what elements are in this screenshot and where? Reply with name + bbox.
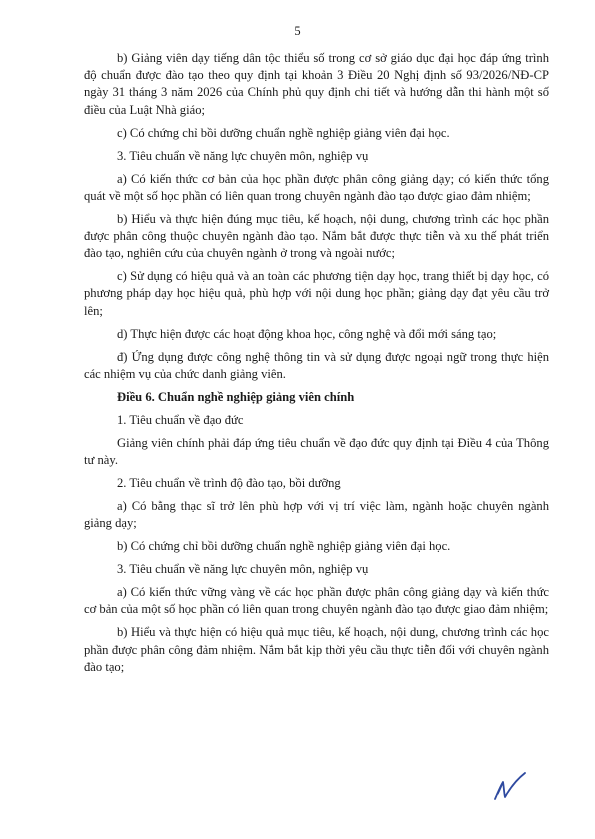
paragraph: a) Có bằng thạc sĩ trở lên phù hợp với vị trí việc làm, ngành hoặc chuyên ngành giảng dạy; <box>84 499 549 531</box>
paragraph: b) Hiểu và thực hiện đúng mục tiêu, kế hoạch, nội dung, chương trình các học phần được phân công thuộc chuyên ngành đào tạo. Nắm bắt được thực tiễn và xu thế phát triển đào tạo, nghiên cứu của chuyên ngành ở trong và ngoài nước; <box>84 211 549 261</box>
paragraph: b) Hiểu và thực hiện có hiệu quả mục tiêu, kế hoạch, nội dung, chương trình các học phần được phân công đảm nhiệm. Nắm bắt kịp thời yêu cầu thực tiễn đối với chuyên ngành đào tạo; <box>84 625 549 674</box>
paragraph: Giảng viên chính phải đáp ứng tiêu chuẩn về đạo đức quy định tại Điều 4 của Thông tư này. <box>84 435 549 468</box>
paragraph: c) Có chứng chỉ bồi dưỡng chuẩn nghề nghiệp giảng viên đại học. <box>117 125 450 140</box>
paragraph: 1. Tiêu chuẩn về đạo đức <box>117 412 244 427</box>
paragraph: 3. Tiêu chuẩn về năng lực chuyên môn, nghiệp vụ <box>117 148 369 163</box>
paragraph: 2. Tiêu chuẩn về trình độ đào tạo, bồi dưỡng <box>117 476 341 491</box>
article-heading: Điều 6. Chuẩn nghề nghiệp giảng viên chính <box>117 389 355 404</box>
paragraph: b) Giảng viên dạy tiếng dân tộc thiểu số trong cơ sở giáo dục đại học đáp ứng trình độ chuẩn được đào tạo theo quy định tại khoản 3 Điều 20 Nghị định số 93/2026/NĐ-CP ngày 31 tháng 3 năm 2026 của Chính phủ quy định chi tiết và hướng dẫn thi hành một số điều của Luật Nhà giáo; <box>84 51 549 117</box>
paragraph: a) Có kiến thức cơ bản của học phần được phân công giảng dạy; có kiến thức tổng quát về một số học phần có liên quan trong chuyên ngành đào tạo được giao đảm nhiệm; <box>84 171 549 203</box>
paragraph: a) Có kiến thức vững vàng về các học phần được phân công giảng dạy và kiến thức cơ bản của một số học phần có liên quan trong chuyên ngành đào tạo được giao đảm nhiệm; <box>84 585 549 617</box>
paragraph: b) Có chứng chỉ bồi dưỡng chuẩn nghề nghiệp giảng viên đại học. <box>117 539 451 554</box>
signature-initial-icon <box>492 770 528 802</box>
paragraph: c) Sử dụng có hiệu quả và an toàn các phương tiện dạy học, trang thiết bị dạy học, có phương pháp dạy học hiệu quả, phù hợp với nội dung học phần; giảng dạy đạt yêu cầu trở lên; <box>84 269 549 318</box>
paragraph: d) Thực hiện được các hoạt động khoa học, công nghệ và đổi mới sáng tạo; <box>117 326 497 341</box>
paragraph: 3. Tiêu chuẩn về năng lực chuyên môn, nghiệp vụ <box>117 562 369 577</box>
page-number: 5 <box>294 24 301 38</box>
document-body <box>84 50 549 676</box>
paragraph: đ) Ứng dụng được công nghệ thông tin và sử dụng được ngoại ngữ trong thực hiện các nhiệm vụ của chức danh giảng viên. <box>84 349 549 381</box>
